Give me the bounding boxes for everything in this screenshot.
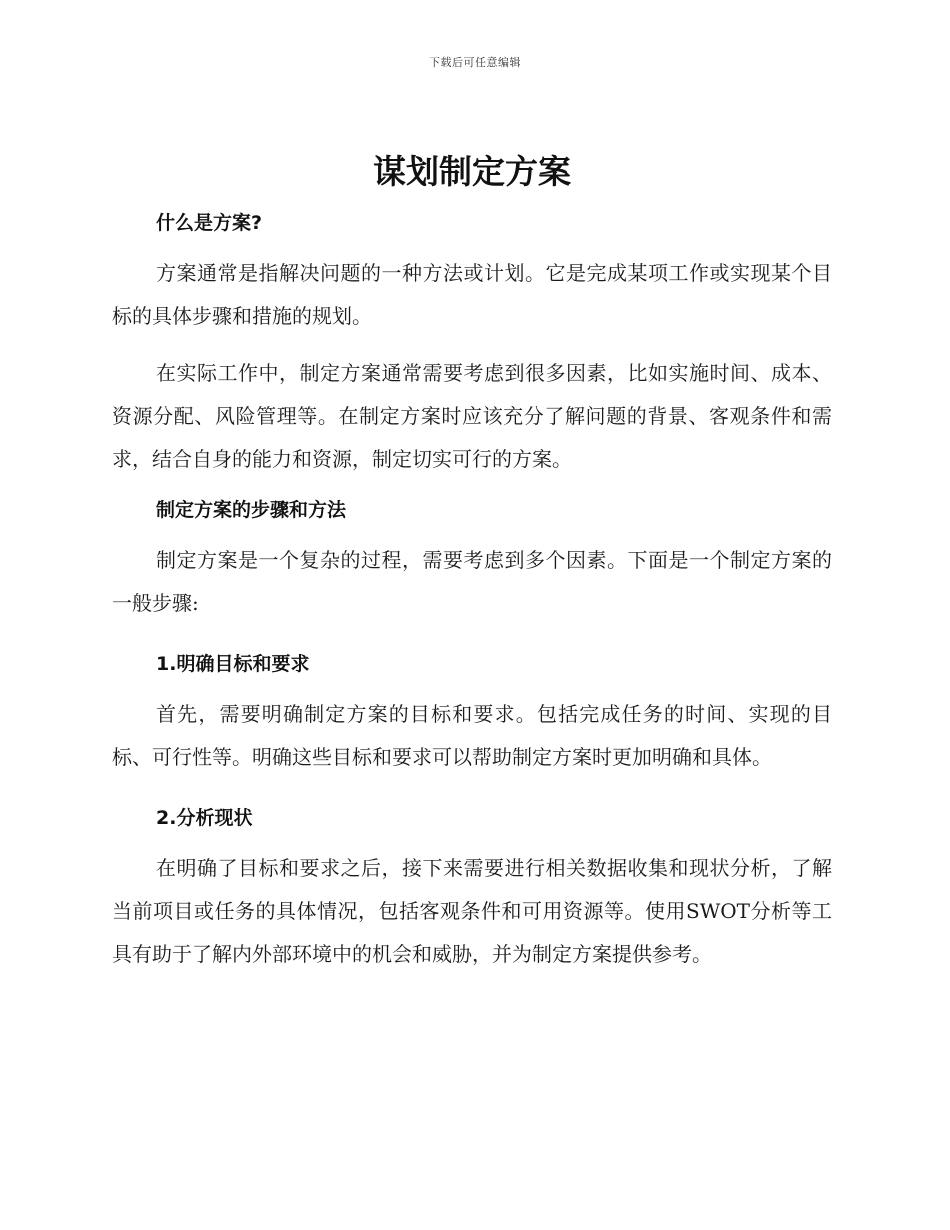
paragraph: 制定方案是一个复杂的过程，需要考虑到多个因素。下面是一个制定方案的一般步骤:: [112, 548, 832, 615]
document-body: [112, 150, 832, 976]
section-heading: 1.明确目标和要求: [156, 653, 310, 675]
document-title: 谋划制定方案: [373, 152, 571, 191]
paragraph: 首先，需要明确制定方案的目标和要求。包括完成任务的时间、实现的目标、可行性等。明确这些目标和要求可以帮助制定方案时更加明确和具体。: [112, 702, 832, 769]
section-heading: 2.分析现状: [156, 807, 253, 829]
section-heading: 什么是方案?: [156, 212, 263, 234]
paragraph: 在实际工作中，制定方案通常需要考虑到很多因素，比如实施时间、成本、资源分配、风险管理等。在制定方案时应该充分了解问题的背景、客观条件和需求，结合自身的能力和资源，制定切实可行的方案。: [112, 361, 832, 471]
section-heading: 制定方案的步骤和方法: [156, 499, 347, 521]
paragraph: 在明确了目标和要求之后，接下来需要进行相关数据收集和现状分析，了解当前项目或任务的具体情况，包括客观条件和可用资源等。使用SWOT分析等工具有助于了解内外部环境中的机会和威胁，并为制定方案提供参考。: [112, 856, 832, 966]
running-header: 下载后可任意编辑: [429, 56, 521, 69]
paragraph: 方案通常是指解决问题的一种方法或计划。它是完成某项工作或实现某个目标的具体步骤和措施的规划。: [112, 261, 832, 328]
